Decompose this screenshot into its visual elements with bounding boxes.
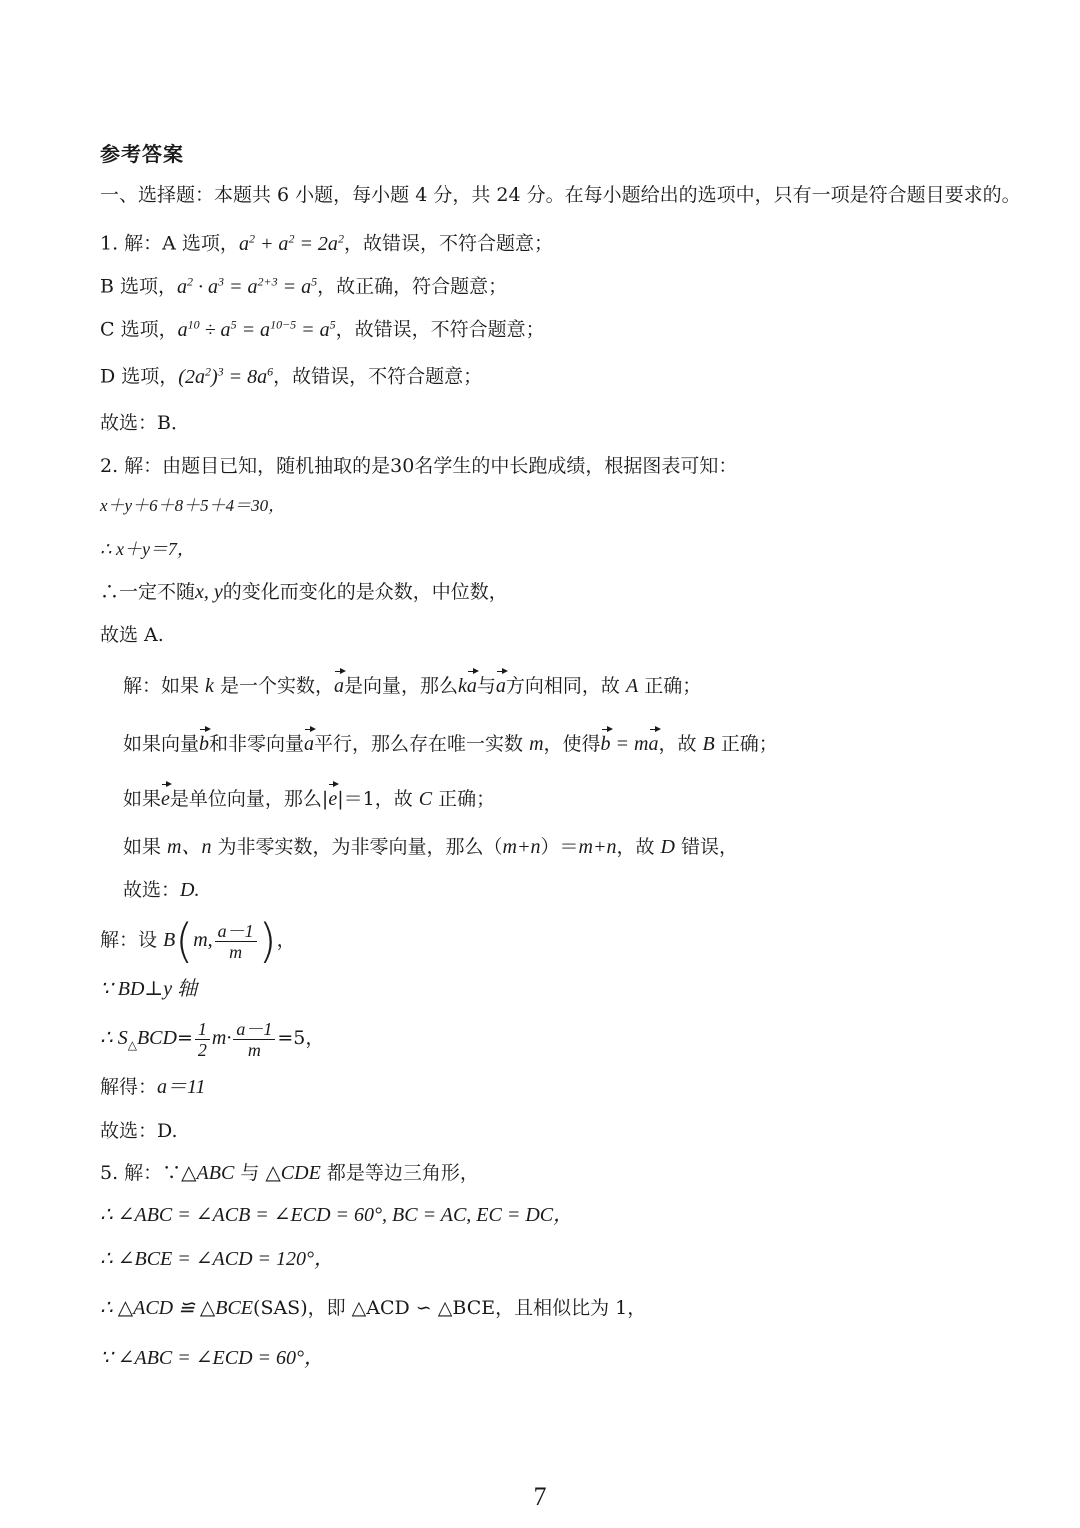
q2-concl-prefix: ∴一定不随 bbox=[100, 581, 196, 603]
q5-line-4 bbox=[100, 1295, 646, 1321]
q3-line-3 bbox=[123, 786, 495, 812]
vector-a-5: a bbox=[648, 733, 659, 755]
q3-l4-a: 如果 bbox=[123, 836, 168, 858]
vector-b: b bbox=[199, 733, 210, 755]
q1-answer: 故选：B． bbox=[100, 412, 190, 434]
q1-a-formula: $a^2 + a^2 = 2a^2$ bbox=[238, 231, 344, 255]
q1-option-a bbox=[100, 225, 553, 257]
q4-line-2: ∵ BD⊥y 轴 bbox=[100, 978, 198, 1000]
q4-point-B: B bbox=[163, 929, 176, 951]
q5-l1-b: △ABC bbox=[181, 1162, 235, 1184]
q4-fraction-2 bbox=[233, 1019, 275, 1060]
q3-m: m bbox=[529, 733, 544, 755]
q5-l1-d: △CDE bbox=[265, 1162, 321, 1184]
vector-a-4: a bbox=[304, 733, 315, 755]
q3-l3-d: 正确； bbox=[432, 788, 496, 810]
q3-option-D: D bbox=[660, 836, 675, 858]
q4-l1-a: 解：设 bbox=[100, 929, 164, 951]
q3-l1-d: 与 bbox=[476, 675, 496, 697]
q1-b-label: B 选项， bbox=[100, 275, 178, 298]
q3-answer bbox=[123, 877, 199, 903]
q3-l3-c: ＝1，故 bbox=[343, 788, 419, 810]
q3-line-1 bbox=[123, 673, 701, 699]
q3-l2-d: ，使得 bbox=[543, 733, 601, 755]
q4-l3-end: =5， bbox=[277, 1027, 325, 1049]
q2-concl-vars: x, y bbox=[195, 581, 223, 603]
q4-frac-den: m bbox=[229, 941, 243, 962]
q5-l1-e: 都是等边三角形， bbox=[320, 1162, 479, 1184]
q5-l4-b: (SAS) bbox=[253, 1297, 308, 1319]
q3-line-2 bbox=[123, 731, 778, 757]
q4-l3-m: m· bbox=[211, 1027, 232, 1049]
q1-option-c bbox=[100, 311, 545, 343]
q3-answer-label: 故选： bbox=[123, 879, 181, 901]
q5-l4-a: ∴ △ACD ≌ △BCE bbox=[100, 1297, 254, 1319]
section-intro: 一、选择题：本题共 6 小题，每小题 4 分，共 24 分。在每小题给出的选项中，只有一项是符合题目要求的。 bbox=[100, 184, 1021, 206]
q4-frac-num: a－1 bbox=[215, 921, 257, 942]
q1-option-b bbox=[100, 268, 507, 300]
q3-l4-b: 为非零实数，为非零向量，那么（ bbox=[211, 836, 503, 858]
q3-l1-a: 解：如果 bbox=[123, 675, 206, 697]
q3-abs-e: |e| bbox=[321, 788, 344, 810]
q2-concl-suffix: 的变化而变化的是众数，中位数， bbox=[222, 581, 508, 603]
vector-e: e bbox=[161, 788, 170, 810]
q4-frac2-den: m bbox=[247, 1039, 261, 1060]
q5-line-1 bbox=[100, 1160, 479, 1186]
q5-line-3: ∴ ∠BCE = ∠ACD = 120°， bbox=[100, 1248, 335, 1270]
q3-answer-value: D. bbox=[180, 879, 200, 901]
q3-l4-g: 错误， bbox=[674, 836, 739, 858]
q3-l4-f: ，故 bbox=[616, 836, 661, 858]
q4-l1-end: ， bbox=[276, 929, 296, 951]
q4-l3-eq: = bbox=[176, 1027, 193, 1049]
q3-l1-e: 方向相同，故 bbox=[505, 675, 626, 697]
q4-l3-a: ∴ S bbox=[100, 1027, 128, 1049]
q3-l1-f: 正确； bbox=[638, 675, 702, 697]
q3-l2-f: 正确； bbox=[714, 733, 778, 755]
q3-l3-b: 是单位向量，那么 bbox=[169, 788, 322, 810]
q4-right-paren: ) bbox=[258, 914, 277, 968]
q5-l1-c: 与 bbox=[234, 1162, 266, 1184]
q5-line-5: ∵ ∠ABC = ∠ECD = 60°， bbox=[100, 1347, 325, 1369]
q5-line-2: ∴ ∠ABC = ∠ACB = ∠ECD = 60°, BC = AC, EC = DC， bbox=[100, 1204, 574, 1226]
q4-l4-b: a＝11 bbox=[157, 1076, 206, 1098]
q3-line-4 bbox=[123, 834, 738, 860]
q4-answer: 故选：D. bbox=[100, 1120, 178, 1142]
q1-d-formula: $(2a^2)^3 = 8a^6$ bbox=[178, 364, 274, 388]
q5-l4-c: ，即 △ACD ∽ △BCE，且相似比为 1， bbox=[307, 1297, 647, 1319]
vector-e-2: e bbox=[328, 788, 338, 810]
vector-a: a bbox=[333, 675, 344, 697]
q4-line-3 bbox=[100, 1014, 324, 1069]
q1-b-verdict: ，故正确，符合题意； bbox=[317, 275, 508, 298]
q3-option-A: A bbox=[625, 675, 639, 697]
q3-l2-a: 如果向量 bbox=[123, 733, 200, 755]
q1-d-verdict: ，故错误，不符合题意； bbox=[273, 365, 483, 388]
q1-c-formula: $a^{10} \div a^5 = a^{10-5} = a^5$ bbox=[177, 317, 336, 341]
q3-option-C: C bbox=[418, 788, 433, 810]
q3-l1-c: 是向量，那么 bbox=[343, 675, 458, 697]
q3-l4-d: ）＝ bbox=[540, 836, 579, 858]
q3-l1-b: 是一个实数， bbox=[213, 675, 334, 697]
q3-k: k bbox=[205, 675, 214, 697]
q4-l3-b: BCD bbox=[136, 1027, 177, 1049]
q5-l1-a: 5. 解：∵ bbox=[100, 1162, 182, 1184]
q3-l4-e: m+n bbox=[578, 836, 617, 858]
vector-b-2: b bbox=[600, 733, 611, 755]
q4-half-num: 1 bbox=[195, 1019, 210, 1040]
q3-l2-b: 和非零向量 bbox=[209, 733, 305, 755]
q2-equation-2: ∴ x＋y＝7， bbox=[100, 539, 195, 559]
q4-left-paren: ( bbox=[175, 914, 194, 968]
q1-d-label: D 选项， bbox=[100, 365, 179, 388]
q4-line-4 bbox=[100, 1074, 206, 1100]
q1-c-label: C 选项， bbox=[100, 318, 178, 341]
q3-l3-a: 如果 bbox=[123, 788, 162, 810]
q2-intro: 2. 解：由题目已知，随机抽取的是30名学生的中长跑成绩，根据图表可知： bbox=[100, 455, 738, 477]
q4-half-den: 2 bbox=[197, 1039, 207, 1060]
q3-option-B: B bbox=[702, 733, 715, 755]
q4-l4-a: 解得： bbox=[100, 1076, 158, 1098]
q2-conclusion bbox=[100, 579, 508, 605]
page-number: 7 bbox=[533, 1482, 547, 1511]
q1-b-formula: $a^2 \cdot a^3 = a^{2+3} = a^5$ bbox=[177, 274, 318, 298]
q4-frac2-num: a－1 bbox=[233, 1019, 275, 1040]
q3-k2: k bbox=[458, 675, 467, 697]
q1-a-verdict: ，故错误，不符合题意； bbox=[343, 232, 553, 255]
q4-line-1 bbox=[100, 912, 296, 968]
q3-l4-c: m+n bbox=[502, 836, 541, 858]
q4-coord-m: m, bbox=[193, 929, 213, 951]
q4-l3-sub: △ bbox=[127, 1037, 137, 1052]
q2-equation-1: x＋y＋6＋8＋5＋4＝30， bbox=[100, 496, 286, 515]
vector-a-3: a bbox=[495, 675, 506, 697]
q4-fraction bbox=[215, 921, 257, 962]
q3-eq-sign: = m bbox=[610, 733, 649, 755]
q1-a-label: 1. 解：A 选项， bbox=[100, 232, 239, 255]
q3-l2-c: 平行，那么存在唯一实数 bbox=[314, 733, 530, 755]
q3-mn: m、n bbox=[167, 836, 212, 858]
q2-answer: 故选 A. bbox=[100, 624, 164, 646]
q1-option-d bbox=[100, 358, 482, 390]
vector-a-2: a bbox=[466, 675, 477, 697]
q1-c-verdict: ，故错误，不符合题意； bbox=[335, 318, 545, 341]
q3-l2-e: ，故 bbox=[658, 733, 703, 755]
q4-half bbox=[195, 1019, 210, 1060]
answer-heading: 参考答案 bbox=[100, 142, 184, 166]
